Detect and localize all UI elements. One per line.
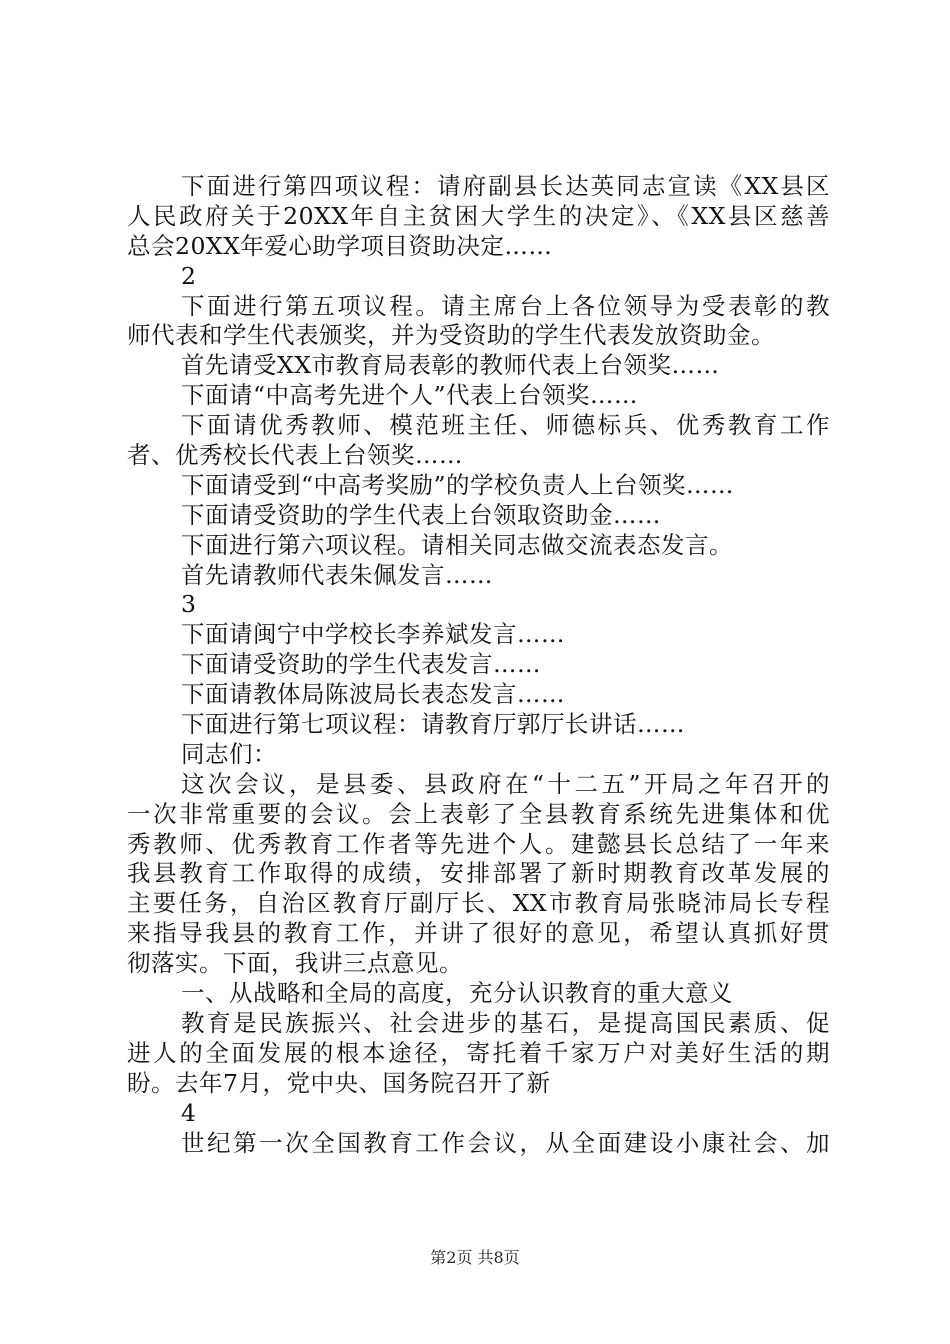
text-line: 下面进行第六项议程。请相关同志做交流表态发言。 — [181, 530, 733, 559]
text-line: 下面请受到“中高考奖励”的学校负责人上台领奖…… — [181, 470, 735, 499]
text-line: 人民政府关于20XX年自主贫困大学生的决定》、《XX县区慈善 — [127, 201, 830, 230]
text-line: 首先请受XX市教育局表彰的教师代表上台领奖…… — [181, 351, 720, 380]
text-line: 教育是民族振兴、社会进步的基石，是提高国民素质、促 — [181, 1008, 830, 1037]
text-line: 主要任务，自治区教育厅副厅长、XX市教育局张晓沛局长专程 — [127, 889, 830, 918]
page-number-label: 第2页 共8页 — [430, 1248, 520, 1267]
text-line: 下面请优秀教师、模范班主任、师德标兵、优秀教育工作 — [181, 411, 830, 440]
text-line: 下面请受资助的学生代表上台领取资助金…… — [181, 500, 661, 529]
text-line: 我县教育工作取得的成绩，安排部署了新时期教育改革发展的 — [127, 859, 830, 888]
text-line: 进人的全面发展的根本途径，寄托着千家万户对美好生活的期 — [127, 1038, 830, 1067]
text-line: 彻落实。下面，我讲三点意见。 — [127, 949, 463, 978]
text-line: 下面请“中高考先进个人”代表上台领奖…… — [181, 381, 639, 410]
text-line: 来指导我县的教育工作，并讲了很好的意见，希望认真抓好贯 — [127, 919, 830, 948]
text-line: 下面进行第七项议程：请教育厅郭厅长讲话…… — [181, 710, 685, 739]
text-line: 首先请教师代表朱佩发言…… — [181, 560, 493, 589]
text-line: 者、优秀校长代表上台领奖…… — [127, 441, 463, 470]
text-line: 下面进行第四项议程：请府副县长达英同志宣读《XX县区 — [181, 172, 830, 200]
text-line: 下面请闽宁中学校长李养斌发言…… — [181, 620, 565, 649]
text-line: 盼。去年7月，党中央、国务院召开了新 — [127, 1068, 551, 1097]
text-line: 世纪第一次全国教育工作会议，从全面建设小康社会、加 — [181, 1128, 830, 1157]
text-line: 师代表和学生代表颁奖，并为受资助的学生代表发放资助金。 — [127, 321, 775, 350]
text-line: 下面请受资助的学生代表发言…… — [181, 650, 541, 679]
text-line: 下面进行第五项议程。请主席台上各位领导为受表彰的教 — [181, 291, 830, 320]
text-line: 这次会议，是县委、县政府在“十二五”开局之年召开的 — [181, 769, 830, 798]
text-line: 秀教师、优秀教育工作者等先进个人。建懿县长总结了一年来 — [127, 829, 830, 858]
text-line: 下面请教体局陈波局长表态发言…… — [181, 680, 565, 709]
text-line: 一、从战略和全局的高度，充分认识教育的重大意义 — [181, 979, 733, 1008]
page-marker: 2 — [181, 261, 197, 290]
text-line: 一次非常重要的会议。会上表彰了全县教育系统先进集体和优 — [127, 799, 830, 828]
page-marker: 3 — [181, 590, 197, 619]
page-footer — [0, 1245, 950, 1268]
page-marker: 4 — [181, 1098, 197, 1127]
text-line: 同志们： — [181, 739, 277, 768]
text-line: 总会20XX年爱心助学项目资助决定…… — [127, 231, 553, 260]
document-body — [127, 172, 830, 1158]
